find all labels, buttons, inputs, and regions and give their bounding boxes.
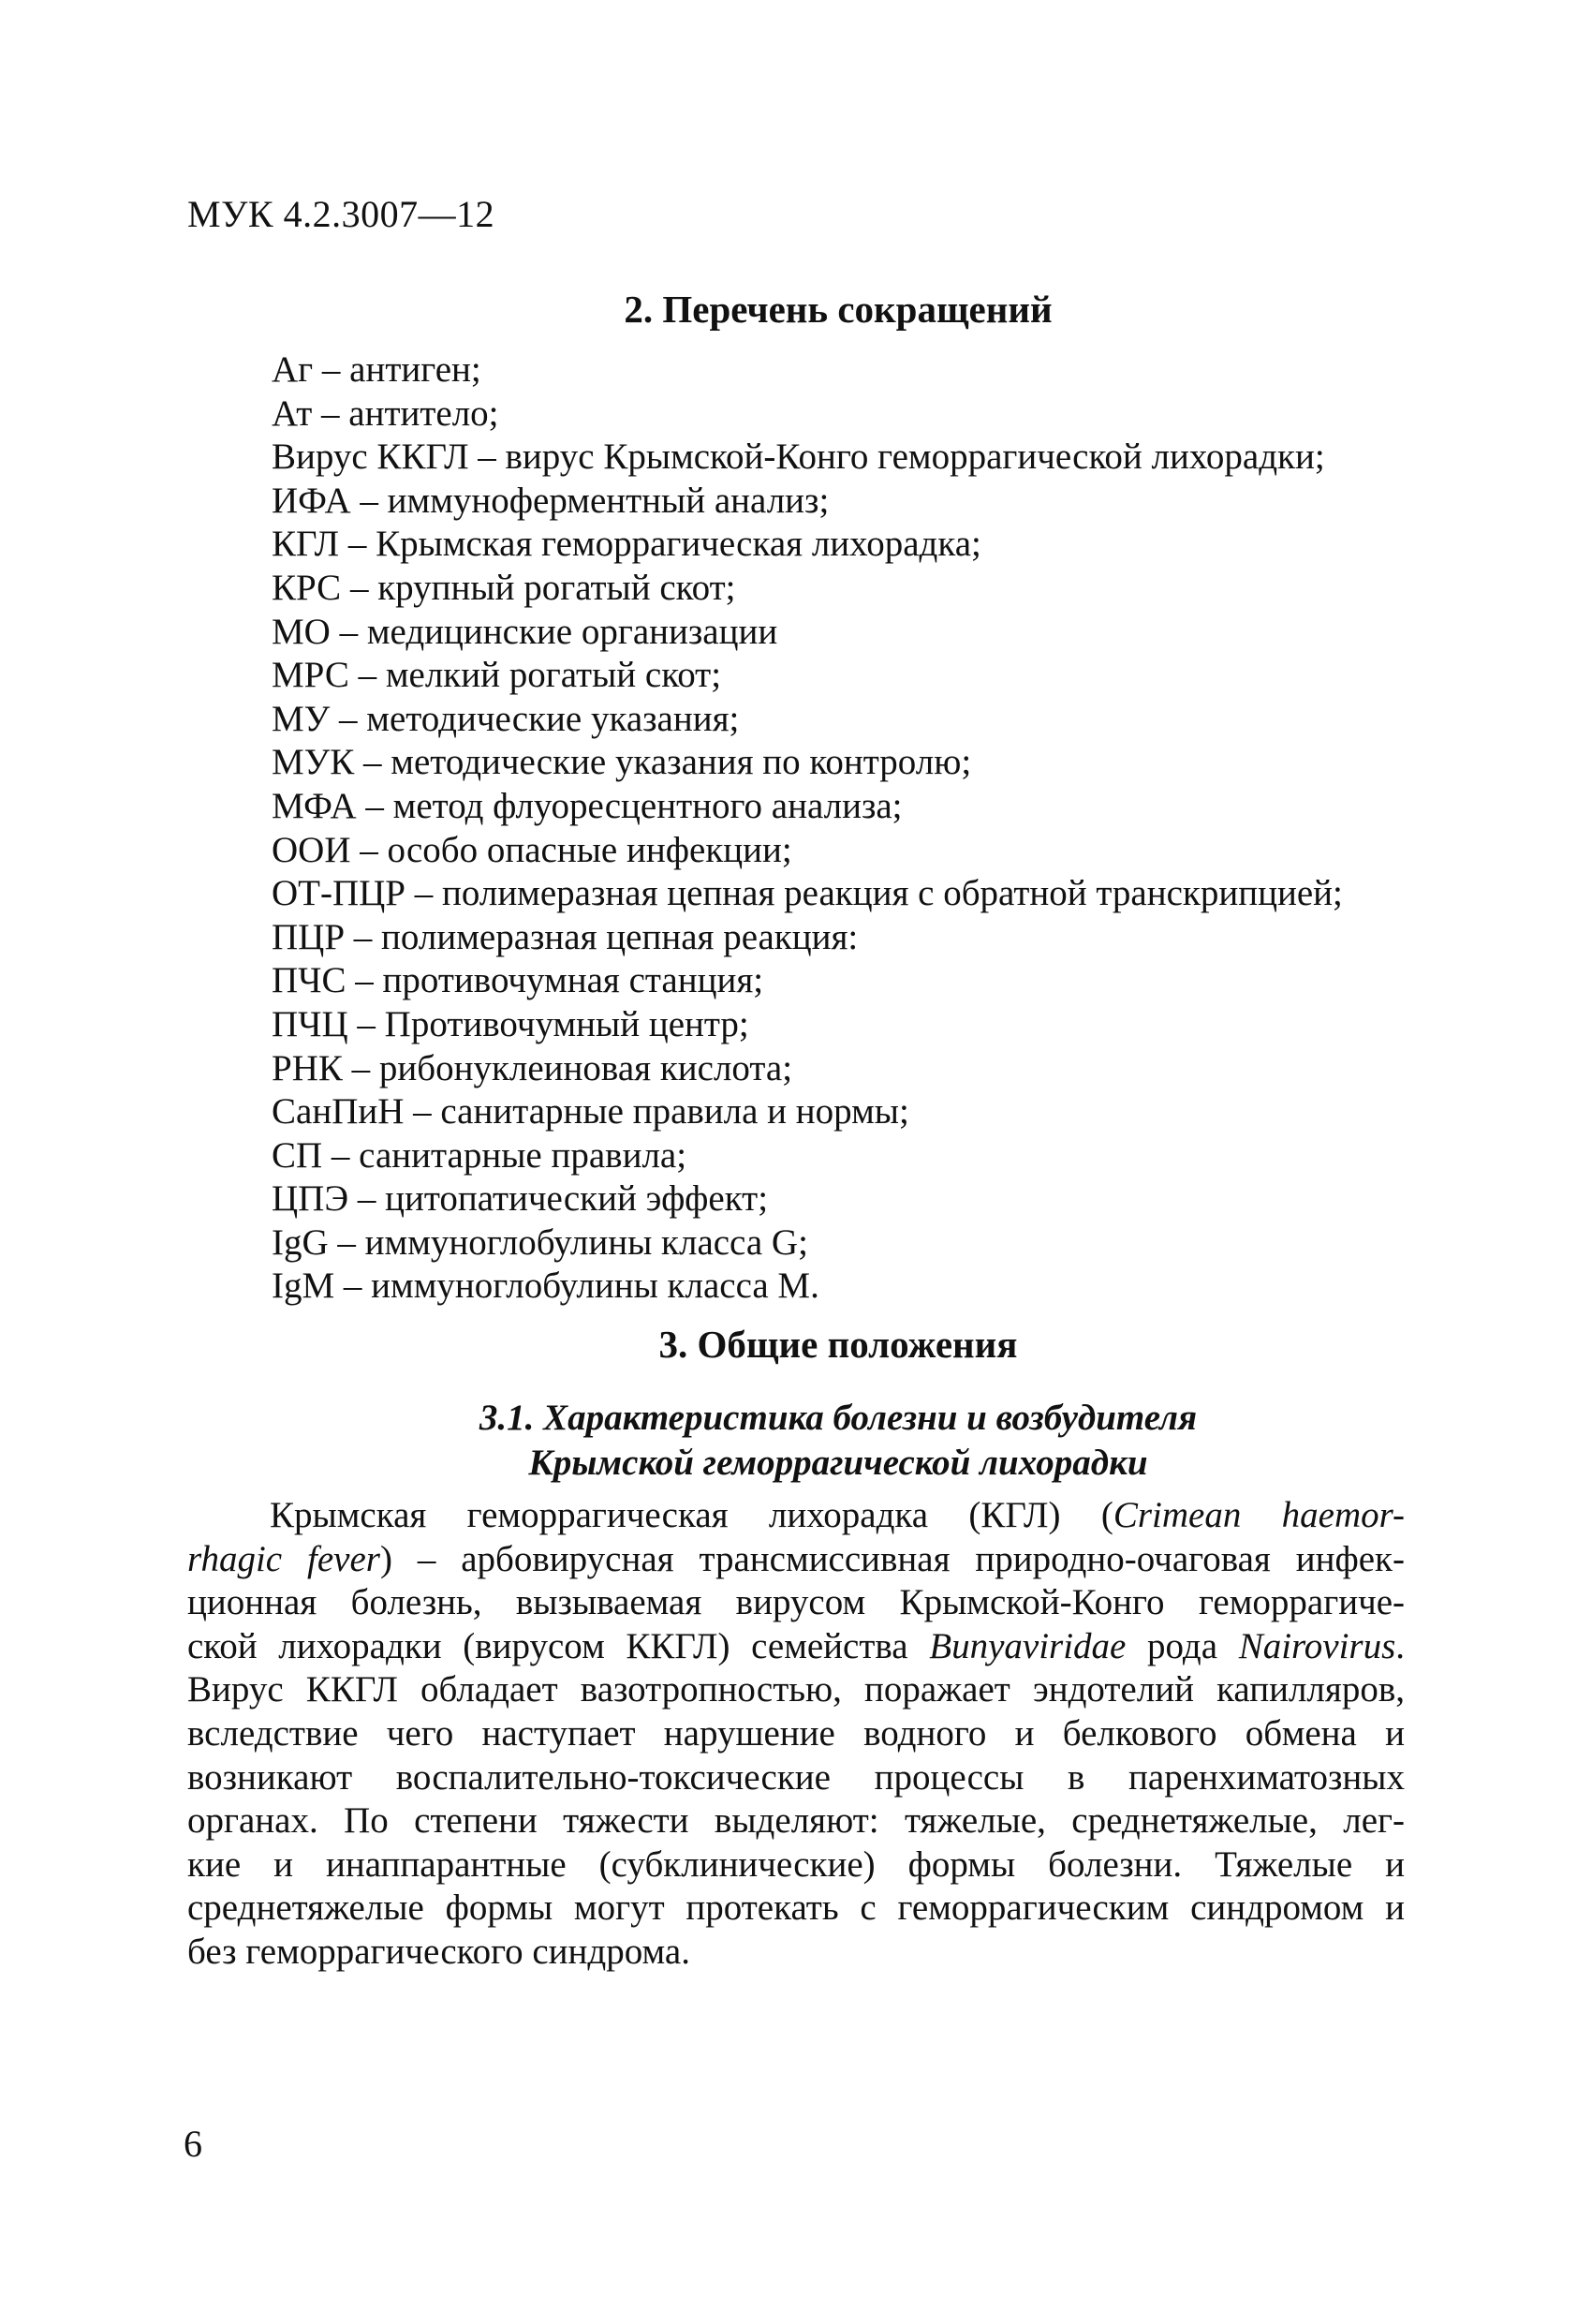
text-span: рода — [1126, 1625, 1239, 1666]
abbreviation-item: СанПиН – санитарные правила и нормы; — [272, 1091, 909, 1132]
page-number: 6 — [184, 2123, 202, 2165]
latin-term: Nairovirus — [1238, 1625, 1396, 1666]
abbreviation-item: ПЧС – противочумная станция; — [272, 960, 764, 1001]
text-span: ской лихорадки (вирусом ККГЛ) семейства — [187, 1625, 930, 1666]
paragraph-line: кие и инаппарантные (субклинические) формы болезни. Тяжелые и — [187, 1843, 1405, 1885]
text-span: . — [1395, 1625, 1406, 1666]
abbreviation-item: МУ – методические указания; — [272, 698, 740, 739]
abbreviation-item: ИФА – иммуноферментный анализ; — [272, 480, 830, 521]
abbreviation-item: ОТ-ПЦР – полимеразная цепная реакция с обратной транскрипцией; — [272, 873, 1343, 914]
abbreviation-item: МРС – мелкий рогатый скот; — [272, 655, 722, 696]
abbreviation-item: ПЦР – полимеразная цепная реакция: — [272, 916, 859, 957]
paragraph-line — [187, 1494, 1405, 1538]
abbreviation-item: КГЛ – Крымская геморрагическая лихорадка; — [272, 524, 981, 565]
abbreviation-item: МО – медицинские организации — [272, 611, 778, 652]
subsection-3-1-heading-line2: Крымской геморрагической лихорадки — [528, 1443, 1148, 1483]
abbreviation-item: ПЧЦ – Противочумный центр; — [272, 1003, 749, 1044]
latin-term: rhagic fever — [187, 1538, 380, 1579]
abbreviations-list — [272, 348, 1343, 1309]
paragraph-line — [187, 1538, 1405, 1582]
paragraph-line: ционная болезнь, вызываемая вирусом Крымской-Конго геморрагиче- — [187, 1582, 1405, 1623]
abbreviation-item: Аг – антиген; — [272, 349, 481, 390]
abbreviation-item: МУК – методические указания по контролю; — [272, 742, 972, 783]
paragraph-line: возникают воспалительно-токсические процессы в паренхиматозных — [187, 1756, 1405, 1798]
abbreviation-item: IgM – иммуноглобулины класса М. — [272, 1266, 819, 1307]
section-2-heading: 2. Перечень сокращений — [624, 288, 1053, 331]
abbreviation-item: РНК – рибонуклеиновая кислота; — [272, 1047, 793, 1088]
section-3-heading: 3. Общие положения — [658, 1323, 1018, 1366]
subsection-3-1-heading-line1: 3.1. Характеристика болезни и возбудителя — [479, 1398, 1198, 1438]
latin-term: Crimean haemor- — [1113, 1495, 1406, 1535]
abbreviation-item: ЦПЭ – цитопатический эффект; — [272, 1178, 769, 1220]
abbreviation-item: Ат – антитело; — [272, 392, 499, 434]
document-code: МУК 4.2.3007—12 — [187, 193, 495, 235]
abbreviation-item: Вирус ККГЛ – вирус Крымской-Конго геморрагической лихорадки; — [272, 437, 1325, 478]
paragraph-line: без геморрагического синдрома. — [187, 1931, 690, 1972]
abbreviation-item: IgG – иммуноглобулины класса G; — [272, 1221, 808, 1263]
abbreviation-item: МФА – метод флуоресцентного анализа; — [272, 785, 903, 826]
abbreviation-item: СП – санитарные правила; — [272, 1134, 687, 1176]
latin-term: Bunyaviridae — [929, 1625, 1127, 1666]
abbreviation-item: КРС – крупный рогатый скот; — [272, 567, 736, 608]
paragraph-line: Вирус ККГЛ обладает вазотропностью, поражает эндотелий капилляров, — [187, 1669, 1405, 1710]
paragraph-line: среднетяжелые формы могут протекать с геморрагическим синдромом и — [187, 1887, 1405, 1929]
paragraph-line: органах. По степени тяжести выделяют: тяжелые, среднетяжелые, лег- — [187, 1800, 1405, 1842]
paragraph-line: вследствие чего наступает нарушение водного и белкового обмена и — [187, 1712, 1405, 1754]
text-span: Крымская геморрагическая лихорадка (КГЛ) ( — [270, 1495, 1113, 1535]
abbreviation-item: ООИ – особо опасные инфекции; — [272, 829, 792, 870]
paragraph-line — [187, 1625, 1405, 1669]
disease-description-paragraph — [187, 1494, 1405, 1975]
text-span: ) – арбовирусная трансмиссивная природно-очаговая инфек- — [379, 1538, 1405, 1579]
